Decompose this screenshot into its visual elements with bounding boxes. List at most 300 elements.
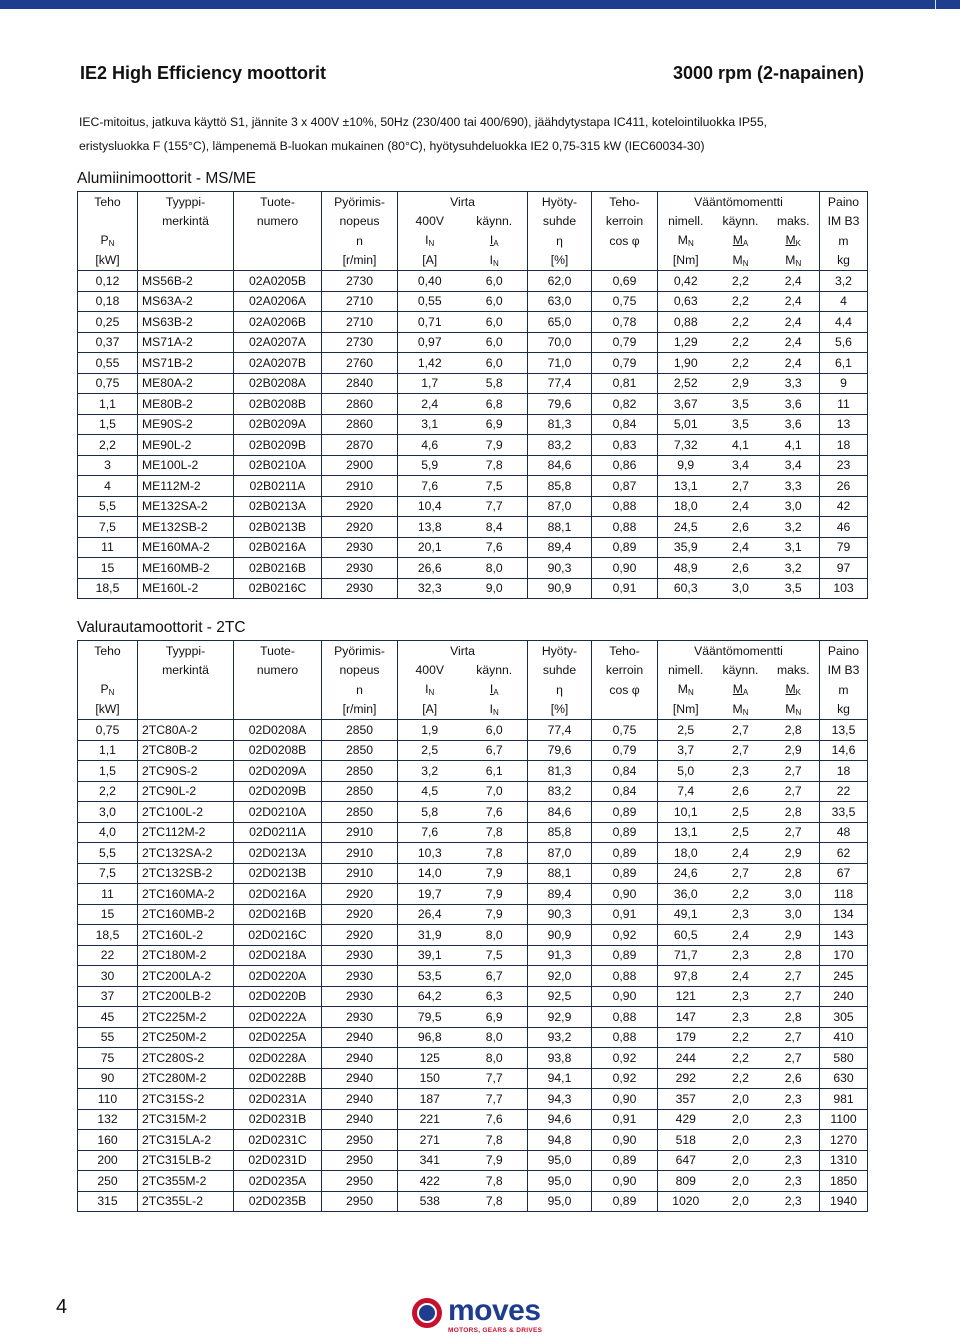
table-cell: 2,5: [398, 740, 462, 761]
table-cell: 7,9: [462, 435, 528, 456]
table-cell: 0,91: [592, 578, 658, 599]
col-header: Tyyppi-: [138, 192, 234, 212]
col-header: Teho: [78, 192, 138, 212]
table-cell: 62,0: [528, 271, 592, 292]
col-header: MK: [768, 231, 820, 251]
col-header: kg: [820, 251, 868, 271]
table-cell: ME132SA-2: [138, 496, 234, 517]
table-cell: 0,89: [592, 802, 658, 823]
table-cell: 4,1: [768, 435, 820, 456]
table-cell: 4: [78, 476, 138, 497]
table-cell: 94,6: [528, 1109, 592, 1130]
table-cell: 143: [820, 925, 868, 946]
table-cell: ME160L-2: [138, 578, 234, 599]
table-cell: 2TC315S-2: [138, 1089, 234, 1110]
table-cell: 357: [658, 1089, 714, 1110]
col-header: Tuote-: [234, 641, 322, 661]
table-cell: 18,5: [78, 925, 138, 946]
table-cell: 22: [78, 945, 138, 966]
table-cell: 118: [820, 884, 868, 905]
table-cell: 538: [398, 1191, 462, 1212]
col-header: Paino: [820, 641, 868, 661]
col-header: suhde: [528, 661, 592, 681]
table-cell: 7,9: [462, 884, 528, 905]
table-cell: 6,9: [462, 1007, 528, 1028]
table-cell: 2TC315LB-2: [138, 1150, 234, 1171]
table-cell: 3,0: [78, 802, 138, 823]
table-cell: 13,5: [820, 720, 868, 741]
col-header: MN: [658, 231, 714, 251]
table-cell: 0,84: [592, 761, 658, 782]
table-cell: 341: [398, 1150, 462, 1171]
table-cell: 3,1: [768, 537, 820, 558]
table-cell: 37: [78, 986, 138, 1007]
table-cell: 2,4: [768, 291, 820, 312]
table-cell: 2TC355M-2: [138, 1171, 234, 1192]
table-cell: 65,0: [528, 312, 592, 333]
table-cell: 2TC280S-2: [138, 1048, 234, 1069]
table-cell: 2,2: [714, 1068, 768, 1089]
top-color-bar: [0, 0, 960, 9]
table-cell: 02B0216B: [234, 558, 322, 579]
table-cell: 6,0: [462, 353, 528, 374]
table-row: [78, 986, 868, 1007]
table-cell: 200: [78, 1150, 138, 1171]
table-cell: 2,3: [714, 904, 768, 925]
table-cell: 2TC315M-2: [138, 1109, 234, 1130]
table-cell: 5,9: [398, 455, 462, 476]
table-cell: 0,89: [592, 945, 658, 966]
table-cell: 7,8: [462, 822, 528, 843]
table-cell: MS71B-2: [138, 353, 234, 374]
table-cell: 4,0: [78, 822, 138, 843]
table-cell: ME112M-2: [138, 476, 234, 497]
col-header: käynn.: [722, 214, 759, 229]
table-cell: 6,1: [462, 761, 528, 782]
table-row: [78, 414, 868, 435]
table-cell: 2,0: [714, 1130, 768, 1151]
col-header: MN: [658, 680, 714, 700]
table-cell: 18: [820, 435, 868, 456]
table-cell: 90,3: [528, 904, 592, 925]
table-cell: 7,8: [462, 1130, 528, 1151]
table-cell: 0,88: [592, 517, 658, 538]
table-cell: 2TC250M-2: [138, 1027, 234, 1048]
table-row: [78, 740, 868, 761]
table-row: [78, 394, 868, 415]
table-cell: 02B0209B: [234, 435, 322, 456]
table-cell: 2850: [322, 781, 398, 802]
table-cell: 0,90: [592, 558, 658, 579]
table-cell: 2,4: [768, 353, 820, 374]
table-cell: 6,0: [462, 312, 528, 333]
table-cell: 2,8: [768, 720, 820, 741]
table-cell: 2950: [322, 1171, 398, 1192]
table-cell: 97: [820, 558, 868, 579]
table-row: [78, 720, 868, 741]
table-cell: 1020: [658, 1191, 714, 1212]
table-cell: 0,40: [398, 271, 462, 292]
table-cell: 2,4: [768, 332, 820, 353]
table-cell: 0,92: [592, 1068, 658, 1089]
table-cell: 87,0: [528, 843, 592, 864]
table-cell: 48,9: [658, 558, 714, 579]
col-header: [kW]: [78, 251, 138, 271]
table-cell: 0,89: [592, 843, 658, 864]
table-cell: 02B0211A: [234, 476, 322, 497]
table-cell: 02D0210A: [234, 802, 322, 823]
table-cell: 2,4: [768, 312, 820, 333]
table-cell: 2TC90S-2: [138, 761, 234, 782]
table-row: [78, 1150, 868, 1171]
logo-tagline: MOTORS, GEARS & DRIVES: [448, 1327, 543, 1334]
table-cell: 0,88: [592, 1007, 658, 1028]
table-cell: 2870: [322, 435, 398, 456]
col-header: η: [528, 680, 592, 700]
table-row: [78, 435, 868, 456]
table-cell: 02B0208A: [234, 373, 322, 394]
table-cell: 02D0216B: [234, 904, 322, 925]
table-cell: 77,4: [528, 720, 592, 741]
col-header: m: [820, 680, 868, 700]
table-cell: 7,6: [462, 537, 528, 558]
table-cell: 2,4: [714, 843, 768, 864]
aluminium-motor-table: [77, 191, 868, 599]
table-cell: 121: [658, 986, 714, 1007]
table-cell: 02D0228B: [234, 1068, 322, 1089]
table-cell: 2,8: [768, 1007, 820, 1028]
table-cell: 2760: [322, 353, 398, 374]
table-cell: 79: [820, 537, 868, 558]
table-cell: 1,29: [658, 332, 714, 353]
col-header: Teho-: [592, 192, 658, 212]
table-cell: 46: [820, 517, 868, 538]
table-cell: 3,4: [768, 455, 820, 476]
col-header: Teho: [78, 641, 138, 661]
table-cell: 0,84: [592, 414, 658, 435]
table-cell: 2,7: [768, 761, 820, 782]
table-cell: 292: [658, 1068, 714, 1089]
col-header: Hyöty-: [528, 641, 592, 661]
table-row: [78, 1027, 868, 1048]
table-cell: 2860: [322, 414, 398, 435]
table-cell: 7,4: [658, 781, 714, 802]
table-cell: 7,8: [462, 455, 528, 476]
table-cell: 6,3: [462, 986, 528, 1007]
table-cell: 0,90: [592, 1171, 658, 1192]
table-cell: 02D0231A: [234, 1089, 322, 1110]
table-cell: 3,5: [768, 578, 820, 599]
table-cell: 2TC132SB-2: [138, 863, 234, 884]
table-cell: 0,92: [592, 925, 658, 946]
table-cell: 53,5: [398, 966, 462, 987]
col-header: maks.: [768, 661, 820, 681]
table-cell: 2840: [322, 373, 398, 394]
table-cell: 4,6: [398, 435, 462, 456]
table-cell: 3,0: [768, 904, 820, 925]
table-cell: 85,8: [528, 822, 592, 843]
col-header: m: [820, 231, 868, 251]
table-cell: 19,7: [398, 884, 462, 905]
table-cell: 2,6: [714, 781, 768, 802]
table-cell: 132: [78, 1109, 138, 1130]
table-cell: 18: [820, 761, 868, 782]
table-cell: 2,7: [768, 822, 820, 843]
table-cell: 0,75: [78, 373, 138, 394]
table-cell: 7,7: [462, 496, 528, 517]
table-row: [78, 1109, 868, 1130]
table-cell: 3,5: [714, 394, 768, 415]
table-cell: 2,7: [714, 720, 768, 741]
table-cell: 1,7: [398, 373, 462, 394]
table-cell: 3,0: [768, 496, 820, 517]
table-cell: 2920: [322, 925, 398, 946]
table-row: [78, 843, 868, 864]
table-cell: 6,0: [462, 291, 528, 312]
table-cell: 0,69: [592, 271, 658, 292]
table-cell: 245: [820, 966, 868, 987]
table-cell: 2,2: [714, 332, 768, 353]
table-cell: 110: [78, 1089, 138, 1110]
table-cell: 2950: [322, 1150, 398, 1171]
table-cell: 13,1: [658, 476, 714, 497]
table-cell: 02D0220B: [234, 986, 322, 1007]
section-title-cast-iron: Valurautamoottorit - 2TC: [77, 619, 246, 636]
table-cell: 6,7: [462, 966, 528, 987]
table-cell: 7,5: [462, 476, 528, 497]
table-cell: 630: [820, 1068, 868, 1089]
table-cell: 6,0: [462, 332, 528, 353]
table-cell: 179: [658, 1027, 714, 1048]
table-cell: 2,0: [714, 1191, 768, 1212]
table-cell: 0,79: [592, 740, 658, 761]
header-row-3: [78, 231, 868, 251]
table-cell: 02D0213A: [234, 843, 322, 864]
col-header: cos φ: [592, 231, 658, 251]
table-cell: 91,3: [528, 945, 592, 966]
table-cell: 3,0: [714, 578, 768, 599]
table-row: [78, 822, 868, 843]
table-cell: 3,4: [714, 455, 768, 476]
table-cell: 0,63: [658, 291, 714, 312]
table-cell: 2730: [322, 332, 398, 353]
table-cell: 2,7: [714, 740, 768, 761]
table-cell: 0,83: [592, 435, 658, 456]
table-cell: MS71A-2: [138, 332, 234, 353]
table-cell: 2730: [322, 271, 398, 292]
table-cell: 0,97: [398, 332, 462, 353]
table-cell: 92,0: [528, 966, 592, 987]
table-cell: 2TC80A-2: [138, 720, 234, 741]
table-cell: 2,2: [714, 291, 768, 312]
table-cell: 2920: [322, 904, 398, 925]
col-header: numero: [234, 212, 322, 232]
table-row: [78, 1089, 868, 1110]
table-cell: 7,0: [462, 781, 528, 802]
table-cell: 0,90: [592, 986, 658, 1007]
table-cell: 79,5: [398, 1007, 462, 1028]
table-row: [78, 455, 868, 476]
table-cell: 2,2: [714, 353, 768, 374]
table-row: [78, 945, 868, 966]
table-cell: 7,32: [658, 435, 714, 456]
table-cell: 2,3: [768, 1150, 820, 1171]
table-cell: 2,4: [398, 394, 462, 415]
table-cell: 62: [820, 843, 868, 864]
col-header: [%]: [528, 251, 592, 271]
table-cell: 2,0: [714, 1109, 768, 1130]
table-cell: 2,3: [714, 1007, 768, 1028]
table-cell: 0,88: [592, 966, 658, 987]
table-cell: 5,5: [78, 496, 138, 517]
table-cell: 2710: [322, 291, 398, 312]
table-cell: 2930: [322, 945, 398, 966]
intro-line-2: eristysluokka F (155°C), lämpenemä B-luokan mukainen (80°C), hyötysuhdeluokka IE2 0,75-315 kW (IEC60034-30): [79, 139, 705, 153]
table-cell: 1270: [820, 1130, 868, 1151]
table-cell: 02D0213B: [234, 863, 322, 884]
table-cell: 2,3: [768, 1089, 820, 1110]
col-header: kerroin: [592, 212, 658, 232]
table-cell: 2930: [322, 578, 398, 599]
table-cell: 48: [820, 822, 868, 843]
table-cell: 26,4: [398, 904, 462, 925]
table-cell: 94,3: [528, 1089, 592, 1110]
col-header: [Nm]: [658, 251, 714, 271]
page-title: IE2 High Efficiency moottorit: [80, 63, 327, 83]
table-cell: 0,89: [592, 1191, 658, 1212]
col-header: IN: [462, 251, 528, 271]
table-cell: 647: [658, 1150, 714, 1171]
table-cell: 7,9: [462, 904, 528, 925]
table-cell: 02A0206A: [234, 291, 322, 312]
table-cell: 02B0216A: [234, 537, 322, 558]
table-cell: 13: [820, 414, 868, 435]
table-cell: 0,18: [78, 291, 138, 312]
table-cell: 2,6: [714, 558, 768, 579]
table-cell: 0,89: [592, 537, 658, 558]
col-header: nopeus: [322, 212, 398, 232]
logo-dot-icon: [419, 1305, 435, 1321]
col-header: Virta: [398, 192, 528, 212]
table-cell: 2,7: [714, 476, 768, 497]
table-cell: 3,7: [658, 740, 714, 761]
table-cell: 2,6: [714, 517, 768, 538]
cast-iron-motor-table: [77, 640, 868, 1212]
table-cell: 2,3: [714, 945, 768, 966]
table-cell: 2,4: [714, 966, 768, 987]
table-cell: 2930: [322, 537, 398, 558]
table-row: [78, 476, 868, 497]
table-cell: 35,9: [658, 537, 714, 558]
table-cell: 2860: [322, 394, 398, 415]
table-cell: 45: [78, 1007, 138, 1028]
table-row: [78, 312, 868, 333]
table-cell: 3,2: [398, 761, 462, 782]
table-cell: 3,0: [768, 884, 820, 905]
table-cell: 0,90: [592, 1130, 658, 1151]
table-cell: 2920: [322, 517, 398, 538]
table-cell: 02A0207A: [234, 332, 322, 353]
table-cell: 2930: [322, 1007, 398, 1028]
table-row: [78, 884, 868, 905]
col-header: suhde: [528, 212, 592, 232]
table-cell: 60,5: [658, 925, 714, 946]
table-cell: 60,3: [658, 578, 714, 599]
table-cell: 02D0216C: [234, 925, 322, 946]
section-title-aluminium: Alumiinimoottorit - MS/ME: [77, 170, 257, 187]
table-cell: 63,0: [528, 291, 592, 312]
col-header: Pyörimis-: [322, 641, 398, 661]
table-cell: 02B0208B: [234, 394, 322, 415]
table-cell: 2,3: [768, 1109, 820, 1130]
table-cell: 75: [78, 1048, 138, 1069]
table-cell: 580: [820, 1048, 868, 1069]
table-cell: 0,79: [592, 353, 658, 374]
table-cell: 7,8: [462, 1191, 528, 1212]
table-cell: 02D0222A: [234, 1007, 322, 1028]
table-cell: 93,2: [528, 1027, 592, 1048]
table-cell: 422: [398, 1171, 462, 1192]
table-cell: 02D0211A: [234, 822, 322, 843]
table-cell: 0,89: [592, 822, 658, 843]
table-cell: 88,1: [528, 863, 592, 884]
table-cell: 221: [398, 1109, 462, 1130]
table-cell: 0,75: [592, 720, 658, 741]
table-cell: 31,9: [398, 925, 462, 946]
table-row: [78, 558, 868, 579]
table-cell: 8,0: [462, 1048, 528, 1069]
col-header: [kW]: [78, 700, 138, 720]
table-cell: 6,9: [462, 414, 528, 435]
table-cell: 96,8: [398, 1027, 462, 1048]
page-number: 4: [56, 1296, 68, 1318]
table-cell: 2TC132SA-2: [138, 843, 234, 864]
table-cell: 5,0: [658, 761, 714, 782]
table-cell: 94,1: [528, 1068, 592, 1089]
table-cell: 0,42: [658, 271, 714, 292]
table-cell: 33,5: [820, 802, 868, 823]
table-cell: 809: [658, 1171, 714, 1192]
table-cell: 2TC160MB-2: [138, 904, 234, 925]
table-cell: 5,01: [658, 414, 714, 435]
col-header: IN: [398, 680, 462, 700]
table-cell: 0,84: [592, 781, 658, 802]
table-cell: 79,6: [528, 740, 592, 761]
table-row: [78, 863, 868, 884]
table-cell: 2,2: [714, 312, 768, 333]
table-cell: ME90S-2: [138, 414, 234, 435]
table-cell: 2950: [322, 1191, 398, 1212]
header-row-4: [78, 700, 868, 720]
table-cell: 15: [78, 904, 138, 925]
table-cell: 23: [820, 455, 868, 476]
col-header: 400V: [398, 212, 462, 232]
table-cell: 8,0: [462, 1027, 528, 1048]
header-row-1: [78, 192, 868, 212]
col-header: MN: [714, 251, 768, 271]
table-cell: 244: [658, 1048, 714, 1069]
table-cell: 3,2: [768, 517, 820, 538]
table-cell: 8,0: [462, 558, 528, 579]
table-cell: 7,8: [462, 843, 528, 864]
table-cell: 02D0209B: [234, 781, 322, 802]
table-cell: 10,4: [398, 496, 462, 517]
table-cell: 13,8: [398, 517, 462, 538]
table-cell: 271: [398, 1130, 462, 1151]
table-cell: 81,3: [528, 414, 592, 435]
table-cell: 2,0: [714, 1089, 768, 1110]
col-header: Vääntömomentti: [658, 192, 820, 212]
